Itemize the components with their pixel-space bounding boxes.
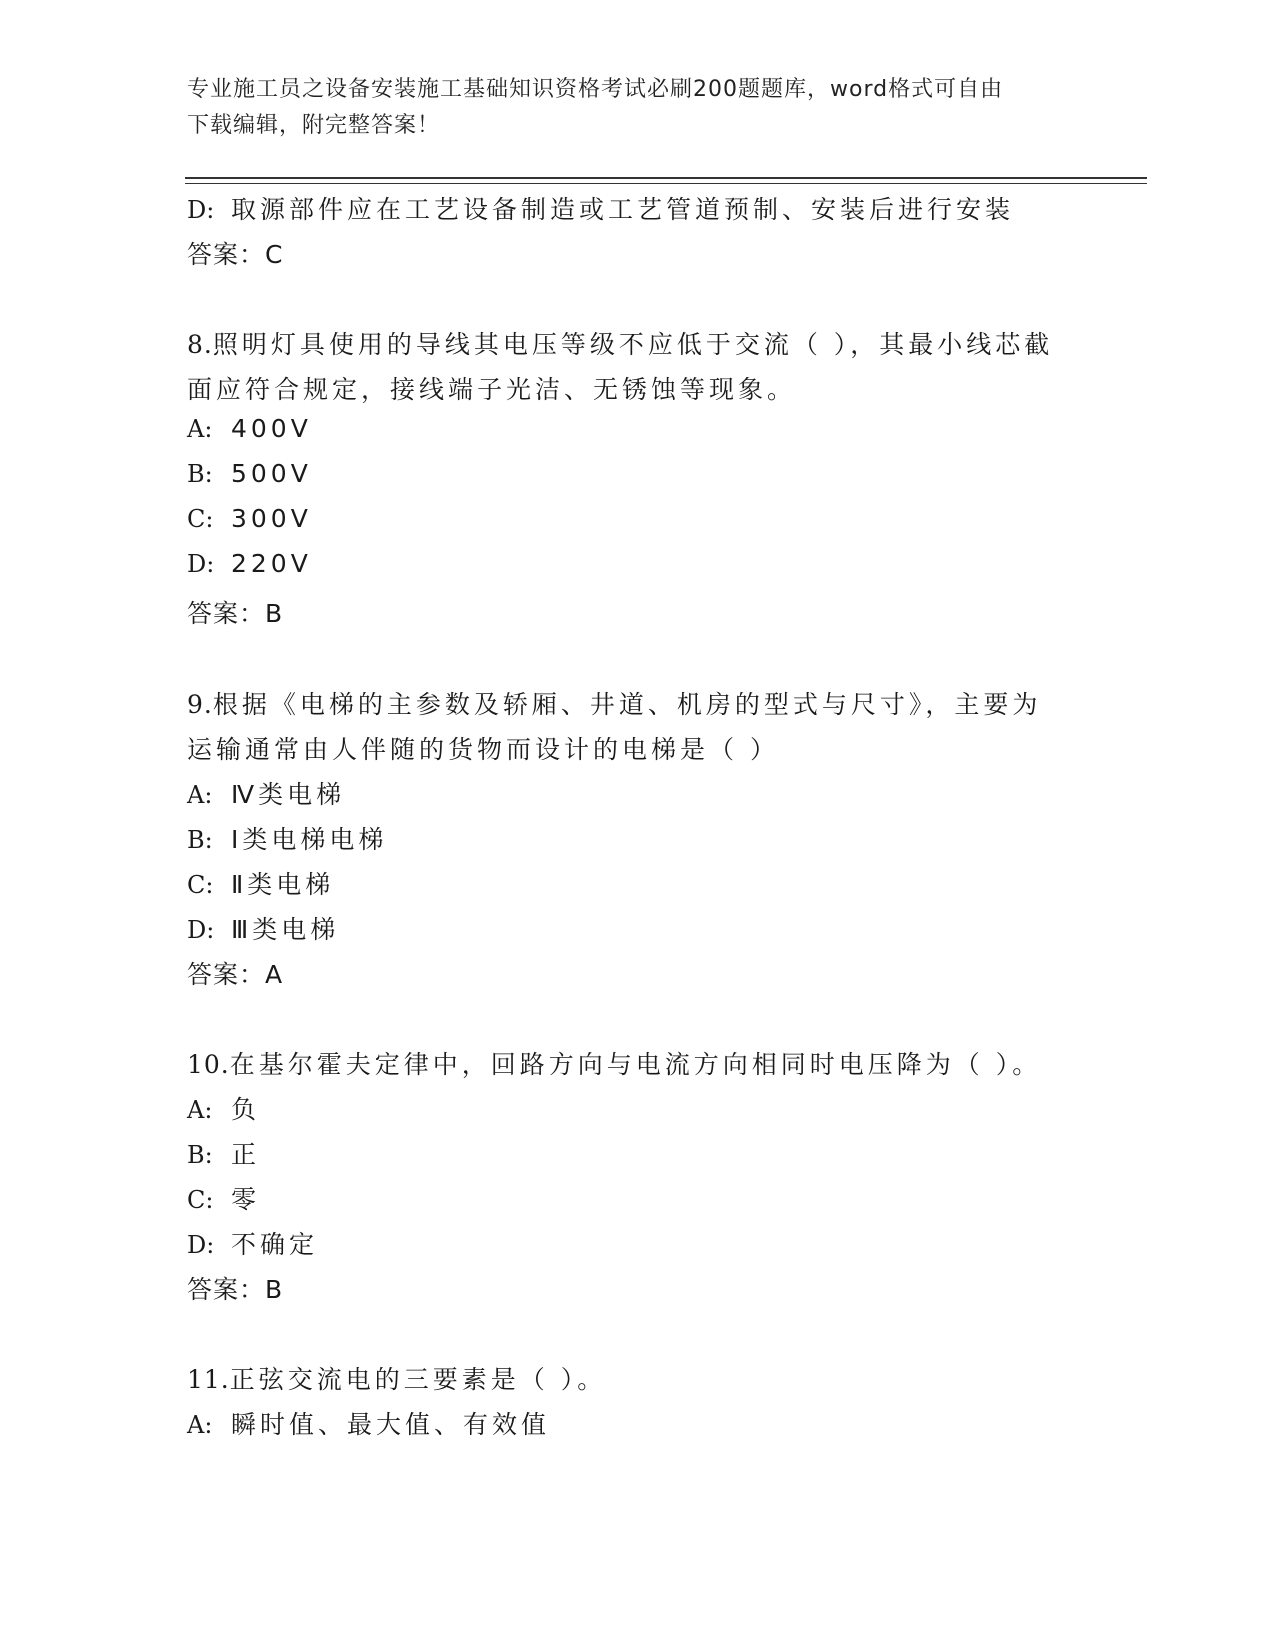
q10-option-b bbox=[187, 1135, 260, 1171]
question-text: 在基尔霍夫定律中，回路方向与电流方向相同时电压降为（ ）。 bbox=[229, 1050, 1042, 1079]
option-letter: B: bbox=[187, 826, 213, 854]
option-text: Ⅳ类电梯 bbox=[231, 780, 346, 809]
header-line-1: 专业施工员之设备安装施工基础知识资格考试必刷200题题库，word格式可自由 bbox=[187, 77, 1004, 102]
option-letter: D: bbox=[187, 916, 215, 944]
question-number: 9. bbox=[187, 690, 213, 719]
q8-stem-line-1 bbox=[187, 325, 1053, 361]
header-line-2: 下载编辑，附完整答案！ bbox=[187, 113, 441, 138]
q10-answer: 答案：B bbox=[187, 1275, 284, 1304]
option-text: 瞬时值、最大值、有效值 bbox=[231, 1410, 551, 1439]
document-header bbox=[187, 72, 1067, 144]
option-text: 400V bbox=[231, 414, 312, 443]
q9-option-c bbox=[187, 865, 334, 901]
q7-option-d bbox=[187, 190, 1014, 226]
q8-option-c bbox=[187, 504, 312, 533]
option-text: 负 bbox=[231, 1095, 261, 1124]
option-letter: A: bbox=[187, 781, 213, 809]
option-letter: C: bbox=[187, 505, 214, 533]
question-number: 10. bbox=[187, 1050, 230, 1079]
option-text: 正 bbox=[231, 1140, 261, 1169]
option-letter: B: bbox=[187, 1141, 213, 1169]
header-divider-bottom bbox=[185, 183, 1147, 184]
question-number: 8. bbox=[187, 330, 213, 359]
q8-stem-line-2: 面应符合规定，接线端子光洁、无锈蚀等现象。 bbox=[187, 375, 797, 404]
q9-stem-line-2: 运输通常由人伴随的货物而设计的电梯是（ ） bbox=[187, 735, 779, 764]
q10-stem-line-1 bbox=[187, 1045, 1041, 1081]
q8-option-b bbox=[187, 459, 312, 488]
q8-option-a bbox=[187, 414, 312, 443]
option-letter: A: bbox=[187, 415, 213, 443]
q9-option-d bbox=[187, 910, 339, 946]
q10-option-a bbox=[187, 1090, 260, 1126]
question-text: 照明灯具使用的导线其电压等级不应低于交流（ ），其最小线芯截 bbox=[212, 330, 1054, 359]
q8-option-d bbox=[187, 549, 312, 578]
question-text: 根据《电梯的主参数及轿厢、井道、机房的型式与尺寸》，主要为 bbox=[212, 690, 1042, 719]
q8-answer: 答案：B bbox=[187, 599, 284, 628]
q9-option-b bbox=[187, 820, 387, 856]
option-letter: C: bbox=[187, 871, 214, 899]
option-letter: B: bbox=[187, 460, 213, 488]
option-letter: A: bbox=[187, 1411, 213, 1439]
option-text: 取源部件应在工艺设备制造或工艺管道预制、安装后进行安装 bbox=[231, 195, 1015, 224]
header-divider-top bbox=[185, 177, 1147, 179]
option-text: 500V bbox=[231, 459, 312, 488]
option-text: 不确定 bbox=[231, 1230, 319, 1259]
option-text: 零 bbox=[231, 1185, 261, 1214]
q9-option-a bbox=[187, 775, 345, 811]
q7-answer: 答案：C bbox=[187, 240, 284, 269]
q9-stem-line-1 bbox=[187, 685, 1041, 721]
option-letter: A: bbox=[187, 1096, 213, 1124]
option-text: Ⅱ类电梯 bbox=[231, 870, 335, 899]
option-text: Ⅰ类电梯电梯 bbox=[231, 825, 388, 854]
option-text: 300V bbox=[231, 504, 312, 533]
question-number: 11. bbox=[187, 1365, 230, 1394]
q11-option-a bbox=[187, 1405, 550, 1441]
option-letter: D: bbox=[187, 550, 215, 578]
q11-stem-line-1 bbox=[187, 1360, 606, 1396]
q10-option-c bbox=[187, 1180, 260, 1216]
q10-option-d bbox=[187, 1225, 318, 1261]
option-letter: D: bbox=[187, 196, 215, 224]
option-letter: D: bbox=[187, 1231, 215, 1259]
option-text: 220V bbox=[231, 549, 312, 578]
option-text: Ⅲ类电梯 bbox=[231, 915, 340, 944]
question-text: 正弦交流电的三要素是（ ）。 bbox=[229, 1365, 607, 1394]
q9-answer: 答案：A bbox=[187, 960, 284, 989]
option-letter: C: bbox=[187, 1186, 214, 1214]
